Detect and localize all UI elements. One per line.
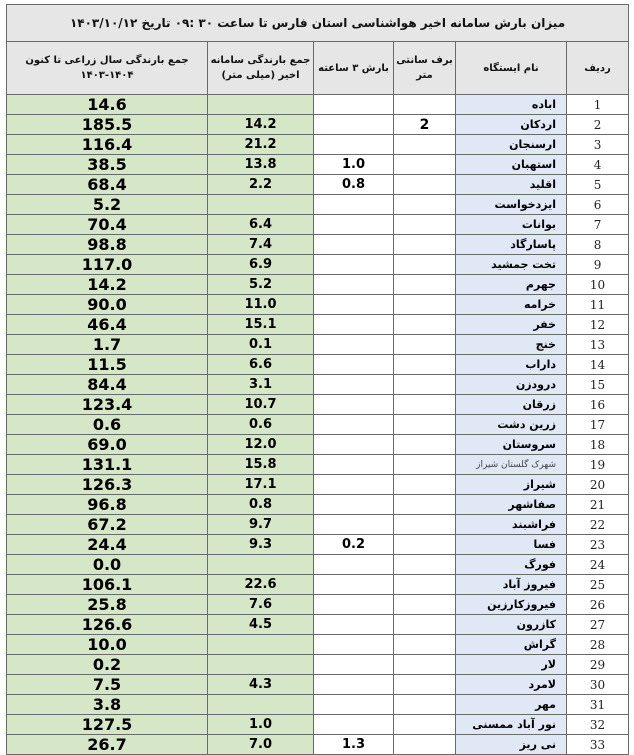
station-name-cell: استهبان — [456, 155, 567, 175]
total-cell: 11.5 — [7, 355, 208, 375]
recent-rain-cell — [208, 695, 314, 715]
row-number-cell: 11 — [567, 295, 629, 315]
rain3h-cell — [314, 115, 394, 135]
snow-cell — [394, 595, 456, 615]
rain3h-cell — [314, 495, 394, 515]
total-cell: 98.8 — [7, 235, 208, 255]
total-cell: 127.5 — [7, 715, 208, 735]
snow-cell — [394, 135, 456, 155]
station-name-cell: لار — [456, 655, 567, 675]
recent-rain-cell: 9.3 — [208, 535, 314, 555]
station-name-cell: خنج — [456, 335, 567, 355]
snow-cell — [394, 175, 456, 195]
recent-rain-cell: 15.8 — [208, 455, 314, 475]
row-number-cell: 16 — [567, 395, 629, 415]
rain3h-cell — [314, 595, 394, 615]
station-name-cell: سروستان — [456, 435, 567, 455]
table-row — [7, 355, 629, 375]
recent-rain-cell: 17.1 — [208, 475, 314, 495]
station-name-cell: ایزدخواست — [456, 195, 567, 215]
station-name-cell: نی ریز — [456, 735, 567, 755]
rain3h-cell — [314, 255, 394, 275]
rain3h-cell: 1.3 — [314, 735, 394, 755]
rain3h-cell — [314, 615, 394, 635]
table-row — [7, 235, 629, 255]
recent-rain-cell: 1.0 — [208, 715, 314, 735]
recent-rain-cell: 15.1 — [208, 315, 314, 335]
recent-rain-cell: 7.0 — [208, 735, 314, 755]
rain3h-cell — [314, 475, 394, 495]
header-total: جمع بارندگی سال زراعی تا کنون ۱۴۰۴-۱۴۰۳ — [7, 42, 208, 95]
station-name-cell: داراب — [456, 355, 567, 375]
snow-cell — [394, 395, 456, 415]
station-name-cell: زرقان — [456, 395, 567, 415]
recent-rain-cell: 6.4 — [208, 215, 314, 235]
station-name-cell: زرین دشت — [456, 415, 567, 435]
rain3h-cell — [314, 195, 394, 215]
table-row — [7, 315, 629, 335]
recent-rain-cell: 21.2 — [208, 135, 314, 155]
snow-cell — [394, 415, 456, 435]
table-row — [7, 515, 629, 535]
rain3h-cell: 0.8 — [314, 175, 394, 195]
snow-cell — [394, 515, 456, 535]
rainfall-table — [6, 4, 629, 755]
rain3h-cell — [314, 555, 394, 575]
row-number-cell: 18 — [567, 435, 629, 455]
recent-rain-cell: 7.6 — [208, 595, 314, 615]
rain3h-cell — [314, 295, 394, 315]
row-number-cell: 29 — [567, 655, 629, 675]
snow-cell: 2 — [394, 115, 456, 135]
snow-cell — [394, 215, 456, 235]
table-row — [7, 675, 629, 695]
snow-cell — [394, 375, 456, 395]
recent-rain-cell: 3.1 — [208, 375, 314, 395]
table-row — [7, 295, 629, 315]
row-number-cell: 26 — [567, 595, 629, 615]
total-cell: 10.0 — [7, 635, 208, 655]
row-number-cell: 3 — [567, 135, 629, 155]
row-number-cell: 23 — [567, 535, 629, 555]
row-number-cell: 14 — [567, 355, 629, 375]
snow-cell — [394, 195, 456, 215]
snow-cell — [394, 95, 456, 115]
row-number-cell: 7 — [567, 215, 629, 235]
table-row — [7, 215, 629, 235]
snow-cell — [394, 455, 456, 475]
total-cell: 123.4 — [7, 395, 208, 415]
snow-cell — [394, 615, 456, 635]
row-number-cell: 21 — [567, 495, 629, 515]
recent-rain-cell: 6.6 — [208, 355, 314, 375]
total-cell: 38.5 — [7, 155, 208, 175]
station-name-cell: خرامه — [456, 295, 567, 315]
snow-cell — [394, 675, 456, 695]
snow-cell — [394, 495, 456, 515]
recent-rain-cell: 6.9 — [208, 255, 314, 275]
total-cell: 96.8 — [7, 495, 208, 515]
table-row — [7, 655, 629, 675]
rainfall-report — [6, 4, 628, 755]
row-number-cell: 28 — [567, 635, 629, 655]
snow-cell — [394, 315, 456, 335]
station-name-cell: فیروزکارزین — [456, 595, 567, 615]
total-cell: 69.0 — [7, 435, 208, 455]
total-cell: 14.6 — [7, 95, 208, 115]
table-row — [7, 135, 629, 155]
snow-cell — [394, 635, 456, 655]
rain3h-cell — [314, 695, 394, 715]
row-number-cell: 2 — [567, 115, 629, 135]
row-number-cell: 27 — [567, 615, 629, 635]
total-cell: 84.4 — [7, 375, 208, 395]
recent-rain-cell: 22.6 — [208, 575, 314, 595]
table-row — [7, 695, 629, 715]
total-cell: 126.3 — [7, 475, 208, 495]
row-number-cell: 20 — [567, 475, 629, 495]
header-rain3h: بارش ۳ ساعته — [314, 42, 394, 95]
station-name-cell: خفر — [456, 315, 567, 335]
rain3h-cell — [314, 215, 394, 235]
rain3h-cell: 1.0 — [314, 155, 394, 175]
total-cell: 0.2 — [7, 655, 208, 675]
total-cell: 126.6 — [7, 615, 208, 635]
snow-cell — [394, 715, 456, 735]
row-number-cell: 8 — [567, 235, 629, 255]
rain3h-cell — [314, 575, 394, 595]
row-number-cell: 15 — [567, 375, 629, 395]
row-number-cell: 12 — [567, 315, 629, 335]
snow-cell — [394, 435, 456, 455]
station-name-cell: بوانات — [456, 215, 567, 235]
station-name-cell: اردکان — [456, 115, 567, 135]
report-title: میزان بارش سامانه اخیر هواشناسی استان فارس تا ساعت ۳۰ :۰۹ تاریخ ۱۴۰۳/۱۰/۱۲ — [7, 5, 629, 42]
rain3h-cell — [314, 315, 394, 335]
table-row — [7, 155, 629, 175]
header-row: ردیف — [567, 42, 629, 95]
row-number-cell: 4 — [567, 155, 629, 175]
recent-rain-cell: 10.7 — [208, 395, 314, 415]
rain3h-cell — [314, 635, 394, 655]
rain3h-cell — [314, 335, 394, 355]
table-row — [7, 275, 629, 295]
recent-rain-cell: 14.2 — [208, 115, 314, 135]
station-name-cell: لامرد — [456, 675, 567, 695]
station-name-cell: گراش — [456, 635, 567, 655]
row-number-cell: 25 — [567, 575, 629, 595]
table-row — [7, 595, 629, 615]
rain3h-cell — [314, 235, 394, 255]
rain3h-cell — [314, 715, 394, 735]
recent-rain-cell: 12.0 — [208, 435, 314, 455]
station-name-cell: فسا — [456, 535, 567, 555]
recent-rain-cell — [208, 195, 314, 215]
station-name-cell: فیروز آباد — [456, 575, 567, 595]
table-row — [7, 495, 629, 515]
station-name-cell: فراشبند — [456, 515, 567, 535]
header-station: نام ایستگاه — [456, 42, 567, 95]
snow-cell — [394, 235, 456, 255]
rain3h-cell — [314, 135, 394, 155]
row-number-cell: 19 — [567, 455, 629, 475]
rain3h-cell — [314, 455, 394, 475]
total-cell: 46.4 — [7, 315, 208, 335]
total-cell: 67.2 — [7, 515, 208, 535]
row-number-cell: 31 — [567, 695, 629, 715]
total-cell: 106.1 — [7, 575, 208, 595]
total-cell: 131.1 — [7, 455, 208, 475]
recent-rain-cell: 0.6 — [208, 415, 314, 435]
station-name-cell: صفاشهر — [456, 495, 567, 515]
recent-rain-cell — [208, 655, 314, 675]
total-cell: 90.0 — [7, 295, 208, 315]
table-row — [7, 195, 629, 215]
station-name-cell: اباده — [456, 95, 567, 115]
snow-cell — [394, 355, 456, 375]
rain3h-cell — [314, 95, 394, 115]
station-name-cell: جهرم — [456, 275, 567, 295]
station-name-cell: پاسارگاد — [456, 235, 567, 255]
station-name-cell: تخت جمشید — [456, 255, 567, 275]
row-number-cell: 33 — [567, 735, 629, 755]
snow-cell — [394, 535, 456, 555]
station-name-cell: فورگ — [456, 555, 567, 575]
table-row — [7, 175, 629, 195]
snow-cell — [394, 735, 456, 755]
table-row — [7, 635, 629, 655]
table-row — [7, 535, 629, 555]
rain3h-cell — [314, 675, 394, 695]
recent-rain-cell: 0.8 — [208, 495, 314, 515]
row-number-cell: 5 — [567, 175, 629, 195]
table-row — [7, 435, 629, 455]
table-row — [7, 375, 629, 395]
snow-cell — [394, 295, 456, 315]
rain3h-cell — [314, 395, 394, 415]
table-row — [7, 335, 629, 355]
recent-rain-cell: 4.5 — [208, 615, 314, 635]
station-name-cell: شهرک گلستان شیراز — [456, 455, 567, 475]
station-name-cell: کازرون — [456, 615, 567, 635]
rain3h-cell — [314, 275, 394, 295]
total-cell: 0.0 — [7, 555, 208, 575]
recent-rain-cell — [208, 635, 314, 655]
recent-rain-cell — [208, 95, 314, 115]
table-row — [7, 475, 629, 495]
total-cell: 7.5 — [7, 675, 208, 695]
total-cell: 5.2 — [7, 195, 208, 215]
row-number-cell: 9 — [567, 255, 629, 275]
row-number-cell: 10 — [567, 275, 629, 295]
recent-rain-cell — [208, 555, 314, 575]
recent-rain-cell: 9.7 — [208, 515, 314, 535]
total-cell: 3.8 — [7, 695, 208, 715]
table-row — [7, 615, 629, 635]
snow-cell — [394, 255, 456, 275]
total-cell: 0.6 — [7, 415, 208, 435]
rain3h-cell — [314, 375, 394, 395]
recent-rain-cell: 5.2 — [208, 275, 314, 295]
table-row — [7, 575, 629, 595]
recent-rain-cell: 11.0 — [208, 295, 314, 315]
table-row — [7, 415, 629, 435]
snow-cell — [394, 275, 456, 295]
recent-rain-cell: 4.3 — [208, 675, 314, 695]
station-name-cell: اقلید — [456, 175, 567, 195]
total-cell: 185.5 — [7, 115, 208, 135]
row-number-cell: 24 — [567, 555, 629, 575]
station-name-cell: شیراز — [456, 475, 567, 495]
row-number-cell: 32 — [567, 715, 629, 735]
rain3h-cell — [314, 355, 394, 375]
table-row — [7, 395, 629, 415]
station-name-cell: نور آباد ممسنی — [456, 715, 567, 735]
table-row — [7, 115, 629, 135]
total-cell: 70.4 — [7, 215, 208, 235]
row-number-cell: 22 — [567, 515, 629, 535]
station-name-cell: درودزن — [456, 375, 567, 395]
header-snow: برف سانتی متر — [394, 42, 456, 95]
snow-cell — [394, 655, 456, 675]
snow-cell — [394, 695, 456, 715]
row-number-cell: 17 — [567, 415, 629, 435]
table-row — [7, 455, 629, 475]
recent-rain-cell: 2.2 — [208, 175, 314, 195]
recent-rain-cell: 0.1 — [208, 335, 314, 355]
table-row — [7, 555, 629, 575]
total-cell: 24.4 — [7, 535, 208, 555]
total-cell: 68.4 — [7, 175, 208, 195]
table-row — [7, 715, 629, 735]
header-recent: جمع بارندگی سامانه اخیر (میلی متر) — [208, 42, 314, 95]
row-number-cell: 6 — [567, 195, 629, 215]
table-row — [7, 255, 629, 275]
total-cell: 25.8 — [7, 595, 208, 615]
total-cell: 116.4 — [7, 135, 208, 155]
total-cell: 14.2 — [7, 275, 208, 295]
snow-cell — [394, 475, 456, 495]
rain3h-cell — [314, 515, 394, 535]
rain3h-cell — [314, 655, 394, 675]
total-cell: 117.0 — [7, 255, 208, 275]
table-row — [7, 735, 629, 755]
row-number-cell: 30 — [567, 675, 629, 695]
station-name-cell: مهر — [456, 695, 567, 715]
rain3h-cell — [314, 415, 394, 435]
rain3h-cell — [314, 435, 394, 455]
table-row — [7, 95, 629, 115]
total-cell: 26.7 — [7, 735, 208, 755]
total-cell: 1.7 — [7, 335, 208, 355]
rain3h-cell: 0.2 — [314, 535, 394, 555]
row-number-cell: 13 — [567, 335, 629, 355]
snow-cell — [394, 335, 456, 355]
snow-cell — [394, 155, 456, 175]
station-name-cell: ارسنجان — [456, 135, 567, 155]
snow-cell — [394, 555, 456, 575]
recent-rain-cell: 13.8 — [208, 155, 314, 175]
recent-rain-cell: 7.4 — [208, 235, 314, 255]
snow-cell — [394, 575, 456, 595]
row-number-cell: 1 — [567, 95, 629, 115]
